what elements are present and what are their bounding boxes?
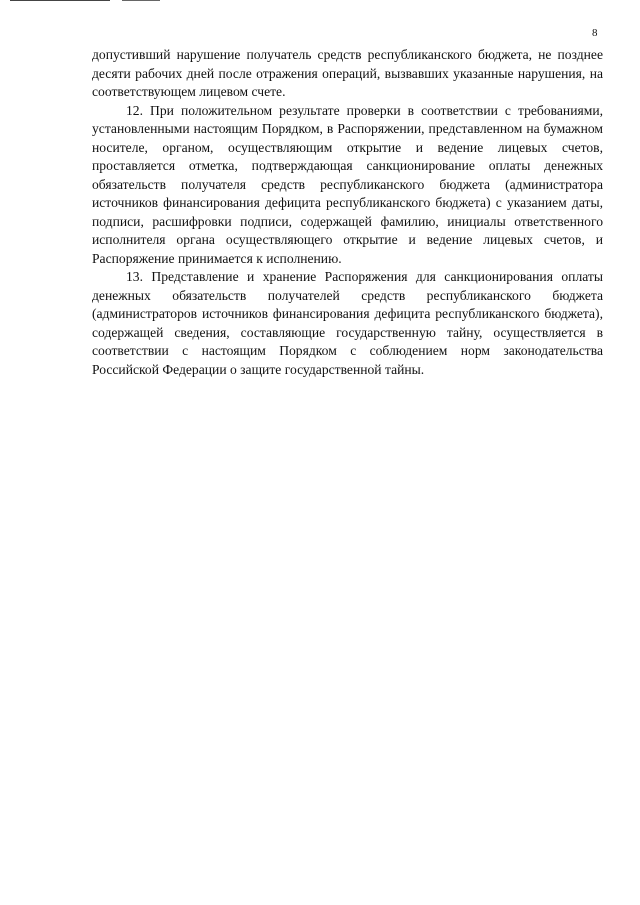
scan-edge-line (10, 0, 110, 1)
scan-edge-line (122, 0, 160, 1)
paragraph-continuation: допустивший нарушение получатель средств республиканского бюджета, не позднее десяти рабочих дней после отражения операций, вызвавших указанные нарушения, на соответствующем лицевом счете. (92, 47, 603, 99)
paragraph-item-12: 12. При положительном результате проверки в соответствии с требованиями, установленными настоящим Порядком, в Распоряжении, представленном на бумажном носителе, органом, осуществляющим открытие и ведение лицевых счетов, проставляется отметка, подтверждающая санкционирование оплаты денежных обязательств получателя средств республиканского бюджета (администратора источников финансирования дефицита республиканского бюджета) с указанием даты, подписи, расшифровки подписи, содержащей фамилию, инициалы ответственного исполнителя органа осуществляющего открытие и ведение лицевых счетов, и Распоряжение принимается к исполнению. (92, 102, 603, 266)
paragraph-item-13: 13. Представление и хранение Распоряжения для санкционирования оплаты денежных обязательств получателей средств республиканского бюджета (администраторов источников финансирования дефицита республиканского бюджета), содержащей сведения, составляющие государственную тайну, осуществляется в соответствии с настоящим Порядком с соблюдением норм законодательства Российской Федерации о защите государственной тайны. (92, 269, 603, 377)
scan-edge-mark (10, 0, 160, 2)
page-number: 8 (592, 27, 598, 39)
document-body (92, 46, 603, 379)
